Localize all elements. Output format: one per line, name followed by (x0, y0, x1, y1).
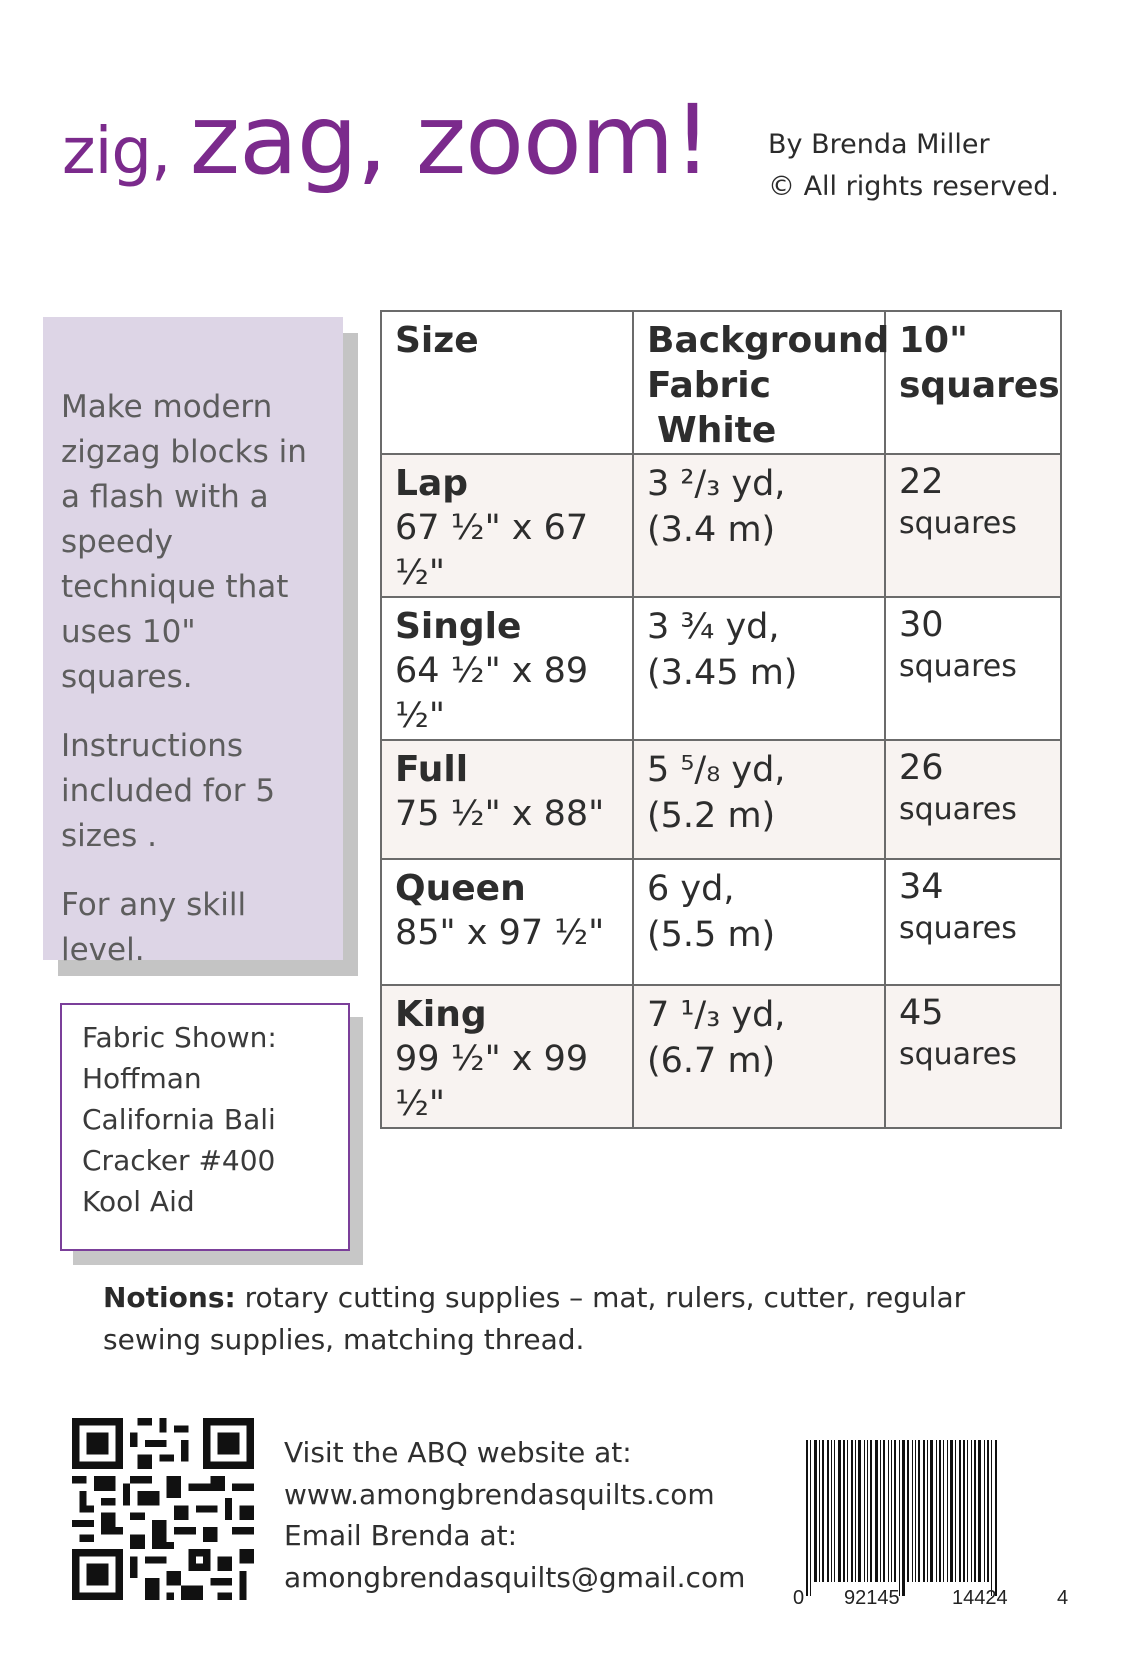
yardage-cell: 7 ¹/₃ yd, (6.7 m) (633, 985, 885, 1128)
barcode-bar (918, 1440, 920, 1582)
barcode-bar (834, 1440, 835, 1582)
fabric-line: Fabric Shown: (82, 1021, 277, 1054)
barcode-bar (991, 1440, 992, 1596)
barcode-bar (943, 1440, 944, 1582)
barcode-bar (819, 1440, 820, 1582)
barcode-bar (987, 1440, 989, 1582)
barcode-bar (827, 1440, 829, 1582)
size-cell: Queen 85" x 97 ½" (381, 859, 633, 985)
promo-box (43, 317, 343, 968)
barcode-bar (847, 1440, 848, 1582)
header-squares: 10" squares (885, 311, 1061, 454)
promo-paragraph: For any skill level. (61, 887, 247, 968)
promo-paragraph: Make modern zigzag blocks in a flash with a speedy technique that uses 10" squares. (61, 389, 307, 695)
barcode-bar (838, 1440, 841, 1582)
barcode-bar (831, 1440, 832, 1582)
barcode-bar (995, 1440, 997, 1596)
barcode-bar (974, 1440, 976, 1582)
barcode-bar (875, 1440, 878, 1582)
notions-body: rotary cutting supplies – mat, rulers, cutter, regular sewing supplies, matching thread. (103, 1281, 966, 1356)
barcode-bar (971, 1440, 972, 1582)
notions-label: Notions: (103, 1281, 236, 1314)
barcode-bar (822, 1440, 824, 1582)
header-background-fabric: Background Fabric White (633, 311, 885, 454)
barcode-bar (955, 1440, 956, 1582)
barcode-bar (947, 1440, 948, 1582)
barcode-bar (967, 1440, 968, 1582)
author-credit (768, 124, 1059, 208)
barcode-bar (915, 1440, 916, 1582)
fabric-shown-box (60, 1003, 350, 1251)
barcode-bar (902, 1440, 905, 1596)
size-cell: Full 75 ½" x 88" (381, 740, 633, 859)
barcode-group-2: 14424 (952, 1587, 1008, 1609)
fabric-line: Cracker #400 (82, 1144, 276, 1177)
header-size: Size (381, 311, 633, 454)
title-part-2: zag, zoom! (189, 84, 711, 196)
barcode-bar (899, 1440, 900, 1596)
barcode-icon (784, 1440, 1074, 1610)
barcode-bar (939, 1440, 941, 1582)
size-cell: King 99 ½" x 99 ½" (381, 985, 633, 1128)
squares-cell: 45 squares (885, 985, 1061, 1128)
copyright-notice: © All rights reserved. (768, 171, 1059, 202)
email-prompt: Email Brenda at: (284, 1519, 518, 1552)
squares-cell: 34 squares (885, 859, 1061, 985)
barcode-bar (950, 1440, 953, 1582)
size-cell: Lap 67 ½" x 67 ½" (381, 454, 633, 597)
pattern-title (62, 84, 711, 196)
barcode-bar (855, 1440, 856, 1582)
barcode-bar (880, 1440, 881, 1582)
barcode-bar (891, 1440, 892, 1582)
fabric-line: California Bali (82, 1103, 276, 1136)
barcode-bar (883, 1440, 885, 1582)
website-link[interactable]: www.amongbrendasquilts.com (284, 1477, 715, 1511)
yardage-cell: 3 ¾ yd, (3.45 m) (633, 597, 885, 740)
barcode-group-1: 92145 (844, 1587, 900, 1609)
barcode-bar (984, 1440, 985, 1582)
barcode-bar (978, 1440, 981, 1582)
barcode-bar (843, 1440, 845, 1582)
email-link[interactable]: amongbrendasquilts@gmail.com (284, 1560, 746, 1594)
squares-cell: 30 squares (885, 597, 1061, 740)
yardage-cell: 3 ²/₃ yd, (3.4 m) (633, 454, 885, 597)
barcode-bar (888, 1440, 889, 1582)
yardage-cell: 5 ⁵/₈ yd, (5.2 m) (633, 740, 885, 859)
barcode-bar (907, 1440, 909, 1582)
barcode-bar (870, 1440, 872, 1582)
barcode-bar (814, 1440, 817, 1582)
table-row (381, 454, 1061, 597)
title-part-1: zig, (62, 115, 190, 189)
table-row (381, 740, 1061, 859)
table-row (381, 597, 1061, 740)
barcode-bar (851, 1440, 853, 1582)
author-name: By Brenda Miller (768, 129, 990, 160)
barcode-bar (867, 1440, 868, 1582)
qr-code-icon (72, 1418, 254, 1600)
barcode-digit-right: 4 (1057, 1587, 1069, 1609)
barcode-bar (923, 1440, 925, 1582)
squares-cell: 22 squares (885, 454, 1061, 597)
table-row (381, 859, 1061, 985)
barcode-bars (806, 1440, 997, 1596)
website-prompt: Visit the ABQ website at: (284, 1436, 632, 1469)
table-row (381, 985, 1061, 1128)
notions-text (103, 1277, 1003, 1361)
size-requirements-table (380, 310, 1062, 1129)
barcode-bar (927, 1440, 928, 1582)
contact-info (284, 1432, 745, 1598)
barcode-bar (894, 1440, 896, 1582)
barcode-bar (864, 1440, 865, 1582)
table-header-row (381, 311, 1061, 454)
squares-cell: 26 squares (885, 740, 1061, 859)
barcode-bar (912, 1440, 913, 1582)
barcode-bar (930, 1440, 933, 1582)
fabric-line: Hoffman (82, 1062, 202, 1095)
barcode-bar (810, 1440, 811, 1596)
barcode-bar (806, 1440, 808, 1596)
barcode-digit-left: 0 (793, 1587, 805, 1609)
barcode-bar (858, 1440, 861, 1582)
barcode-bar (959, 1440, 961, 1582)
promo-paragraph: Instructions included for 5 sizes . (61, 728, 276, 854)
size-cell: Single 64 ½" x 89 ½" (381, 597, 633, 740)
barcode-bar (936, 1440, 937, 1582)
yardage-cell: 6 yd, (5.5 m) (633, 859, 885, 985)
fabric-line: Kool Aid (82, 1185, 195, 1218)
barcode-bar (963, 1440, 965, 1582)
